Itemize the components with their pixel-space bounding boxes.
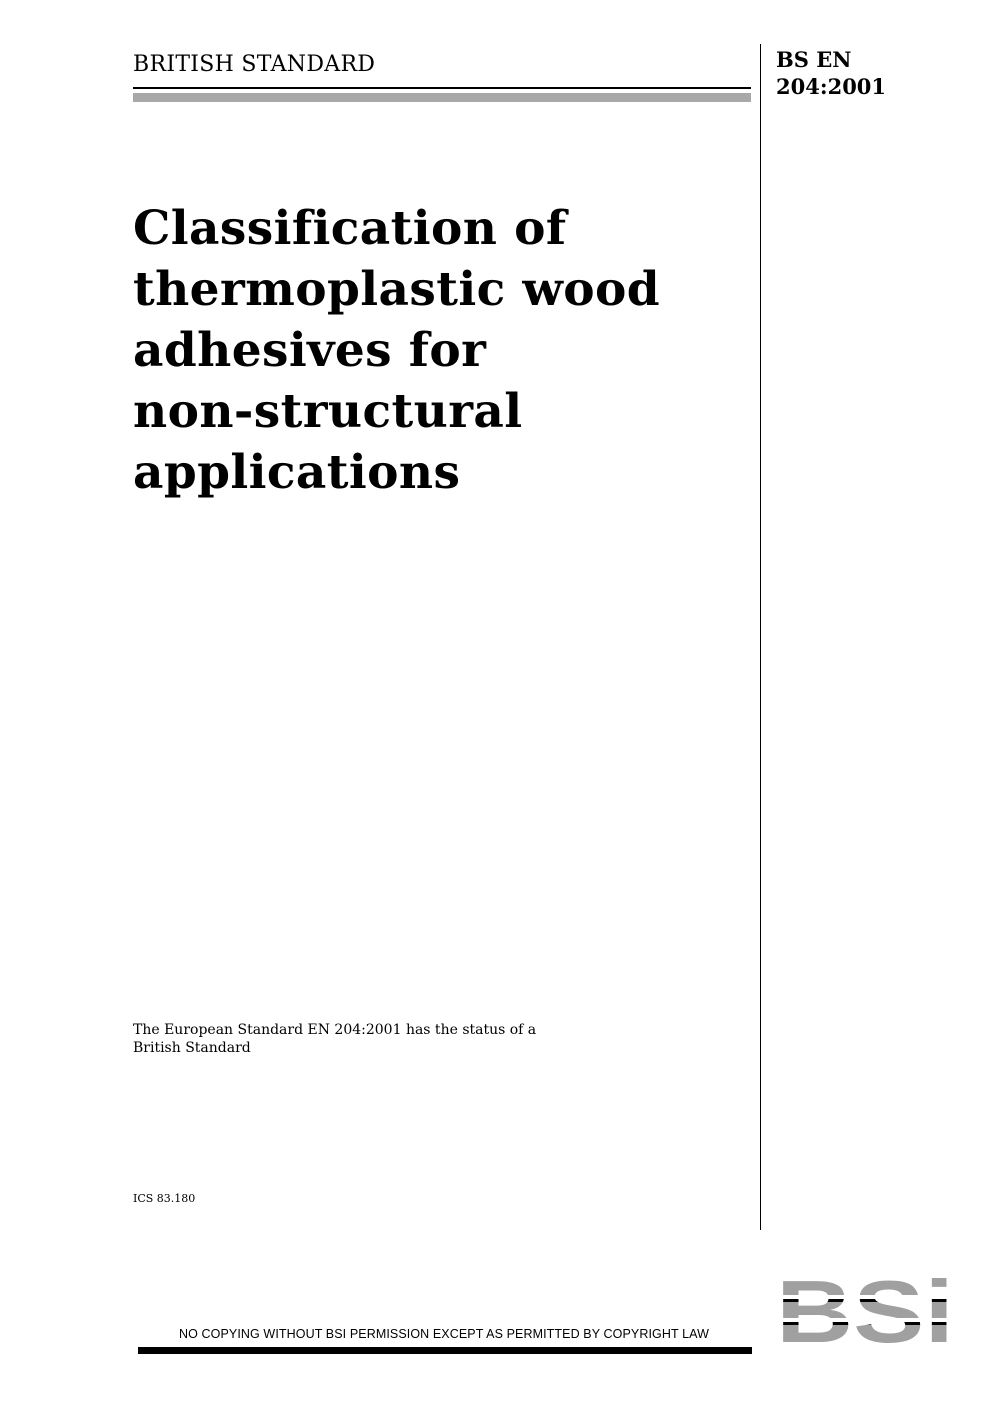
document-type-label: BRITISH STANDARD [133,52,376,77]
standard-number-line1: BS EN [776,47,852,72]
footer-rule [138,1347,752,1354]
standard-number [776,46,976,100]
title-line-4: non-structural [133,384,523,439]
title-line-3: adhesives for [133,323,487,378]
status-note-line2: British Standard [133,1040,251,1056]
bsi-logo [776,1275,954,1355]
standard-number-line2: 204:2001 [776,74,887,99]
ics-code: ICS 83.180 [133,1192,196,1205]
status-note-line1: The European Standard EN 204:2001 has the status of a [133,1022,537,1038]
title-line-5: applications [133,445,461,500]
header-rule-thin [133,87,751,89]
title-line-1: Classification of [133,201,567,256]
title-line-2: thermoplastic wood [133,262,661,317]
document-title [133,198,733,503]
vertical-divider [760,44,761,1230]
status-note [133,1021,693,1057]
header-rule-thick [133,93,751,102]
copyright-notice: NO COPYING WITHOUT BSI PERMISSION EXCEPT AS PERMITTED BY COPYRIGHT LAW [178,1327,709,1341]
